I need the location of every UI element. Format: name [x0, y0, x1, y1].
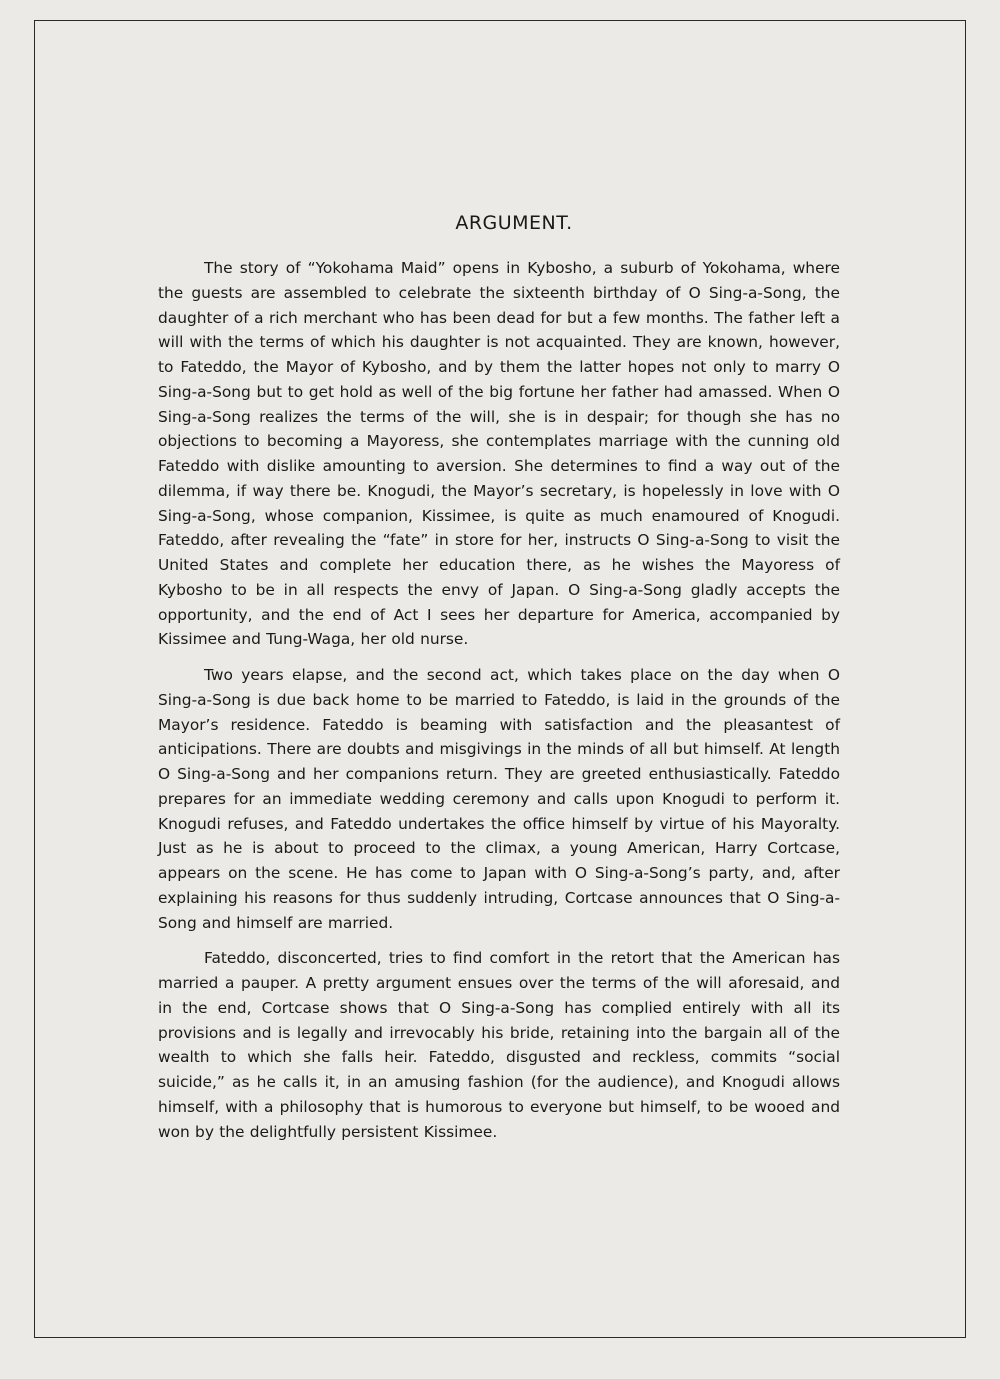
document-body [158, 212, 840, 1155]
paragraph-conclusion: Fateddo, disconcerted, tries to find comfort in the retort that the American has married a pauper. A pretty argument ensues over the terms of the will aforesaid, and in the end, Cortcase shows that O Sing-a-Song has complied entirely with all its provisions and is legally and irrevocably his bride, retaining into the bargain all of the wealth to which she falls heir. Fateddo, disgusted and reckless, commits “social suicide,” as he calls it, in an amusing fashion (for the audience), and Knogudi allows himself, with a philosophy that is humorous to everyone but himself, to be wooed and won by the delightfully persistent Kissimee. [158, 949, 840, 1141]
document-title: ARGUMENT. [455, 212, 573, 234]
paragraph-act-one: The story of “Yokohama Maid” opens in Kybosho, a suburb of Yokohama, where the guests are assembled to celebrate the sixteenth birthday of O Sing-a-Song, the daughter of a rich merchant who has been dead for but a few months. The father left a will with the terms of which his daughter is not acquainted. They are known, however, to Fateddo, the Mayor of Kybosho, and by them the latter hopes not only to marry O Sing-a-Song but to get hold as well of the big fortune her father had amassed. When O Sing-a-Song realizes the terms of the will, she is in despair; for though she has no objections to becoming a Mayoress, she contemplates marriage with the cunning old Fateddo with dislike amounting to aversion. She determines to find a way out of the dilemma, if way there be. Knogudi, the Mayor’s secretary, is hopelessly in love with O Sing-a-Song, whose companion, Kissimee, is quite as much enamoured of Knogudi. Fateddo, after revealing the “fate” in store for her, instructs O Sing-a-Song to visit the United States and complete her education there, as he wishes the Mayoress of Kybosho to be in all respects the envy of Japan. O Sing-a-Song gladly accepts the opportunity, and the end of Act I sees her departure for America, accompanied by Kissimee and Tung-Waga, her old nurse. [158, 259, 840, 649]
paragraph-act-two: Two years elapse, and the second act, which takes place on the day when O Sing-a-Song is due back home to be married to Fateddo, is laid in the grounds of the Mayor’s residence. Fateddo is beaming with satisfaction and the pleasantest of anticipations. There are doubts and misgivings in the minds of all but himself. At length O Sing-a-Song and her companions return. They are greeted enthusiastically. Fateddo prepares for an immediate wedding ceremony and calls upon Knogudi to perform it. Knogudi refuses, and Fateddo undertakes the office himself by virtue of his Mayoralty. Just as he is about to proceed to the climax, a young American, Harry Cortcase, appears on the scene. He has come to Japan with O Sing-a-Song’s party, and, after explaining his reasons for thus suddenly intruding, Cortcase announces that O Sing-a-Song and himself are married. [158, 666, 840, 932]
